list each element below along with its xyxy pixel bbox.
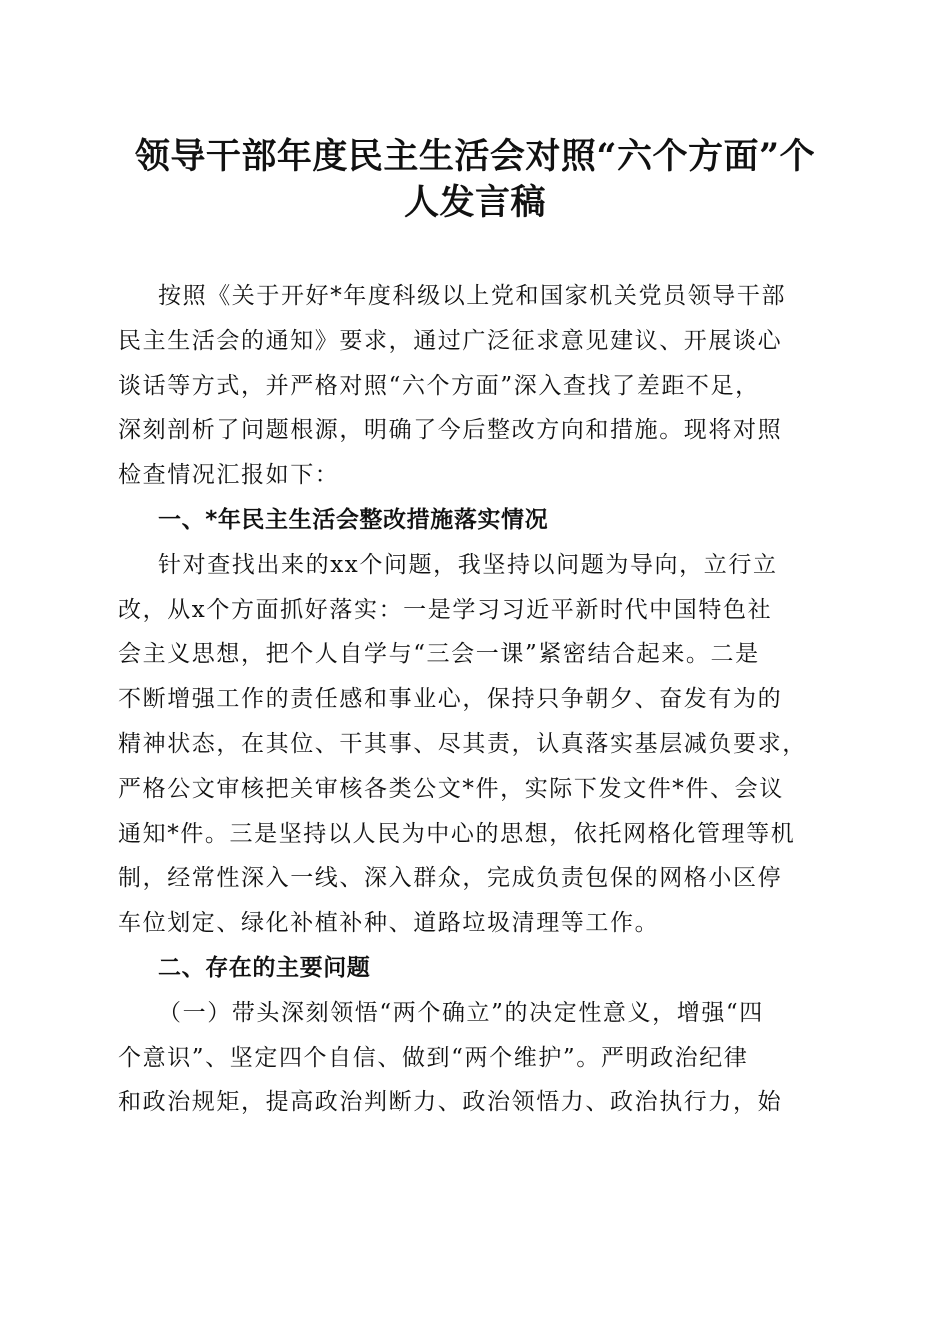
title-line: 人发言稿 [403, 182, 546, 223]
page-title [110, 134, 840, 226]
paragraph-line: （一）带头深刻领悟“两个确立”的决定性意义，增强“四 [158, 999, 764, 1026]
paragraph-line: 谈话等方式，并严格对照“六个方面”深入查找了差距不足， [118, 372, 760, 399]
section-heading: 二、存在的主要问题 [158, 954, 371, 981]
document-body [118, 274, 830, 1125]
paragraph-line: 精神状态，在其位、干其事、尽其责，认真落实基层减负要求， [118, 730, 807, 757]
section2-paragraph [118, 991, 830, 1125]
section-heading: 一、*年民主生活会整改措施落实情况 [158, 506, 549, 533]
paragraph-line: 针对查找出来的xx个问题，我坚持以问题为导向，立行立 [158, 551, 778, 578]
paragraph-line: 严格公文审核把关审核各类公文*件，实际下发文件*件、会议 [118, 775, 784, 802]
paragraph-line: 和政治规矩，提高政治判断力、政治领悟力、政治执行力，始 [118, 1089, 783, 1116]
paragraph-line: 按照《关于开好*年度科级以上党和国家机关党员领导干部 [158, 283, 787, 309]
paragraph-line: 个意识”、坚定四个自信、做到“两个维护”。严明政治纪律 [118, 1044, 749, 1071]
paragraph-line: 民主生活会的通知》要求，通过广泛征求意见建议、开展谈心 [118, 327, 783, 354]
paragraph-line: 不断增强工作的责任感和事业心，保持只争朝夕、奋发有为的 [118, 686, 783, 713]
paragraph-line: 深刻剖析了问题根源，明确了今后整改方向和措施。现将对照 [118, 417, 783, 444]
paragraph-line: 车位划定、绿化补植补种、道路垃圾清理等工作。 [118, 910, 660, 937]
title-line: 领导干部年度民主生活会对照“六个方面”个 [134, 136, 816, 177]
section1-paragraph [118, 543, 830, 946]
paragraph-line: 检查情况汇报如下： [118, 462, 340, 489]
paragraph-line: 制，经常性深入一线、深入群众，完成负责包保的网格小区停 [118, 865, 783, 892]
paragraph-line: 会主义思想，把个人自学与“三会一课”紧密结合起来。二是 [118, 641, 760, 668]
paragraph-line: 通知*件。三是坚持以人民为中心的思想，依托网格化管理等机 [118, 820, 796, 847]
intro-paragraph [118, 274, 830, 498]
paragraph-line: 改，从x个方面抓好落实：一是学习习近平新时代中国特色社 [118, 596, 773, 623]
